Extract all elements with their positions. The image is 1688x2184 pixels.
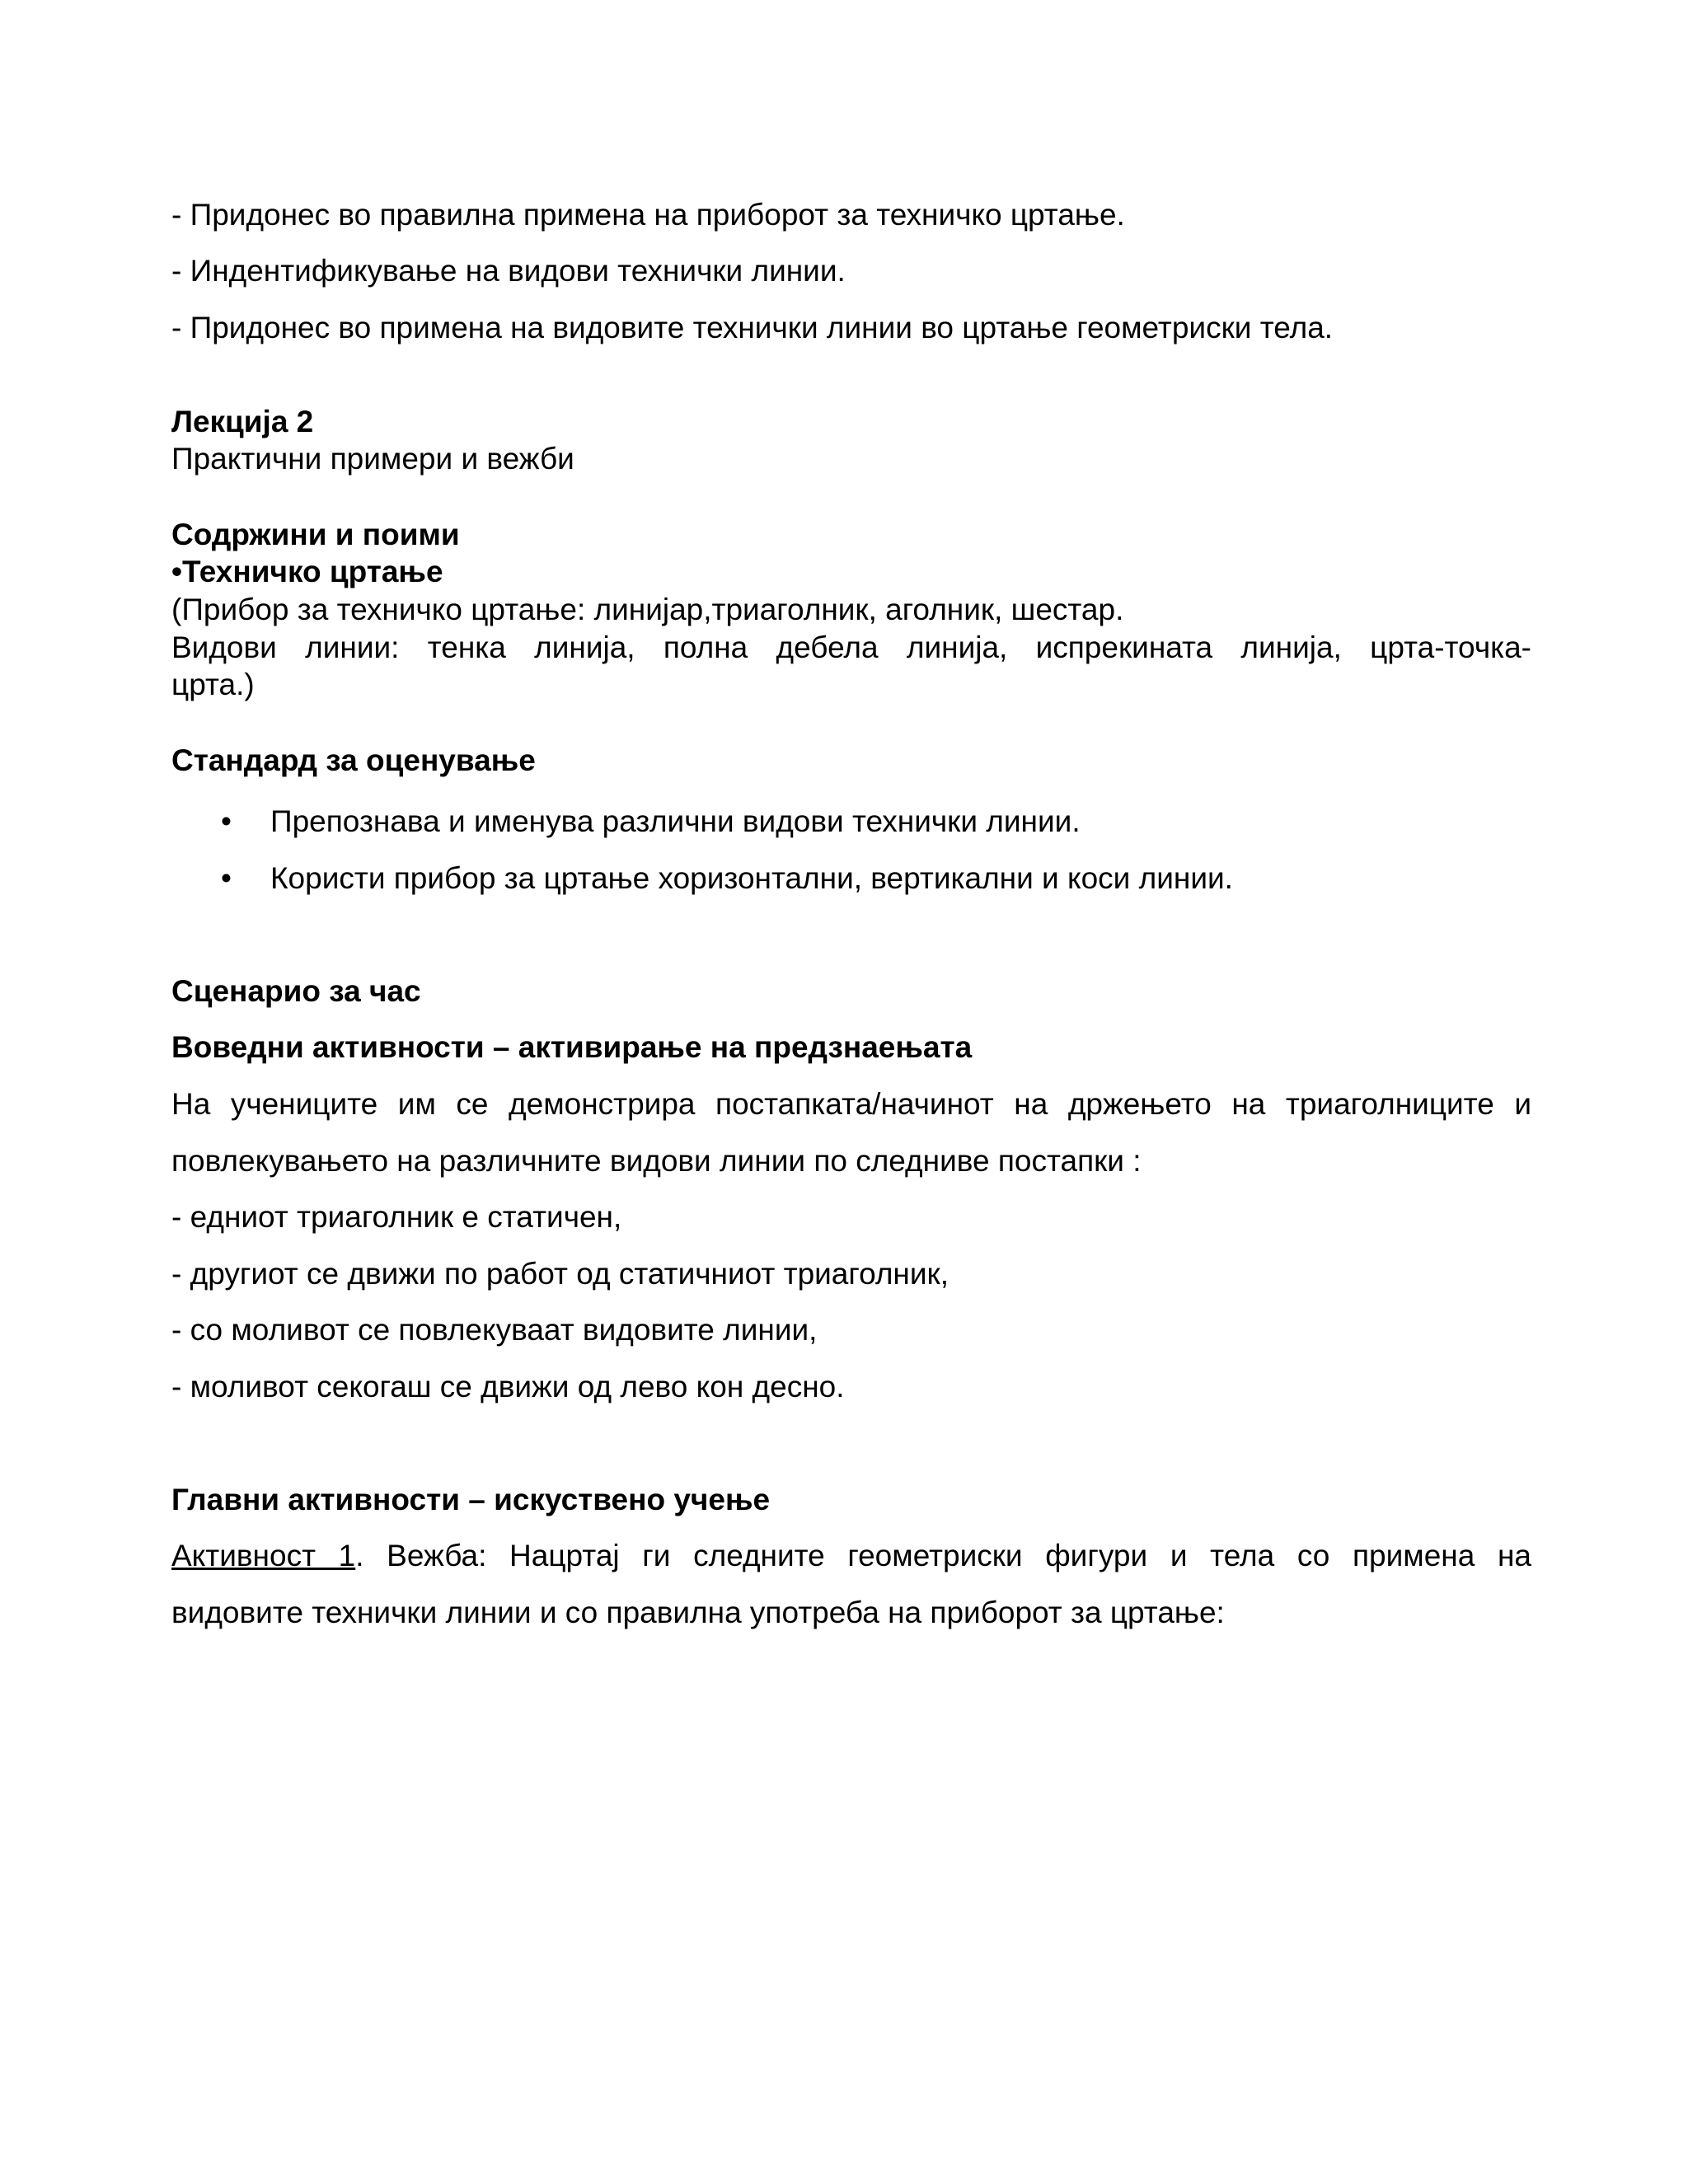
- standard-item-1-text: Препознава и именува различни видови технички линии.: [270, 804, 1081, 838]
- intro-item-1: - Придонес во правилна примена на приборот за техничко цртање.: [171, 198, 1125, 232]
- contents-subheading: •Техничко цртање: [171, 555, 443, 588]
- standard-item-1: [221, 803, 1081, 841]
- activity-line-1: [171, 1537, 1531, 1575]
- lesson-title: Лекција 2: [171, 405, 314, 438]
- activity-label: Активност 1: [171, 1539, 356, 1572]
- activity-line-2: видовите технички линии и со правилна употреба на приборот за цртање:: [171, 1596, 1225, 1629]
- contents-line-2: Видови линии: тенка линија, полна дебела линија, испрекината линија, црта-точка-: [171, 630, 1531, 664]
- bullet-icon: •: [221, 861, 232, 895]
- intro-activities-line-2: повлекувањето на различните видови линии по следниве постапки :: [171, 1144, 1142, 1178]
- main-activities-heading: Главни активности – искуствено учење: [171, 1483, 771, 1516]
- step-4: - моливот секогаш се движи од лево кон десно.: [171, 1370, 845, 1404]
- step-2: - другиот се движи по работ од статичниот триаголник,: [171, 1257, 949, 1291]
- standard-item-2-text: Користи прибор за цртање хоризонтални, вертикални и коси линии.: [270, 861, 1233, 895]
- scenario-heading: Сценарио за час: [171, 974, 421, 1008]
- intro-activities-line-1: На учениците им се демонстрира постапката/начинот на држењето на триаголниците и: [171, 1087, 1531, 1121]
- step-1: - едниот триаголник е статичен,: [171, 1200, 622, 1234]
- activity-line-1-text: . Вежба: Нацртај ги следните геометриски фигури и тела со примена на: [355, 1539, 1531, 1572]
- contents-line-3: црта.): [171, 668, 255, 701]
- step-3: - со моливот се повлекуваат видовите линии,: [171, 1313, 818, 1347]
- standard-heading: Стандард за оценување: [171, 743, 536, 777]
- intro-item-3: - Придонес во примена на видовите технички линии во цртање геометриски тела.: [171, 311, 1334, 344]
- standard-item-2: [221, 860, 1233, 898]
- intro-item-2: - Индентификување на видови технички линии.: [171, 254, 846, 288]
- contents-heading: Содржини и поими: [171, 518, 460, 551]
- contents-line-1: (Прибор за техничко цртање: линијар,триаголник, аголник, шестар.: [171, 593, 1124, 626]
- intro-activities-heading: Воведни активности – активирање на предзнаењата: [171, 1030, 973, 1064]
- lesson-subtitle: Практични примери и вежби: [171, 442, 574, 476]
- bullet-icon: •: [221, 804, 232, 838]
